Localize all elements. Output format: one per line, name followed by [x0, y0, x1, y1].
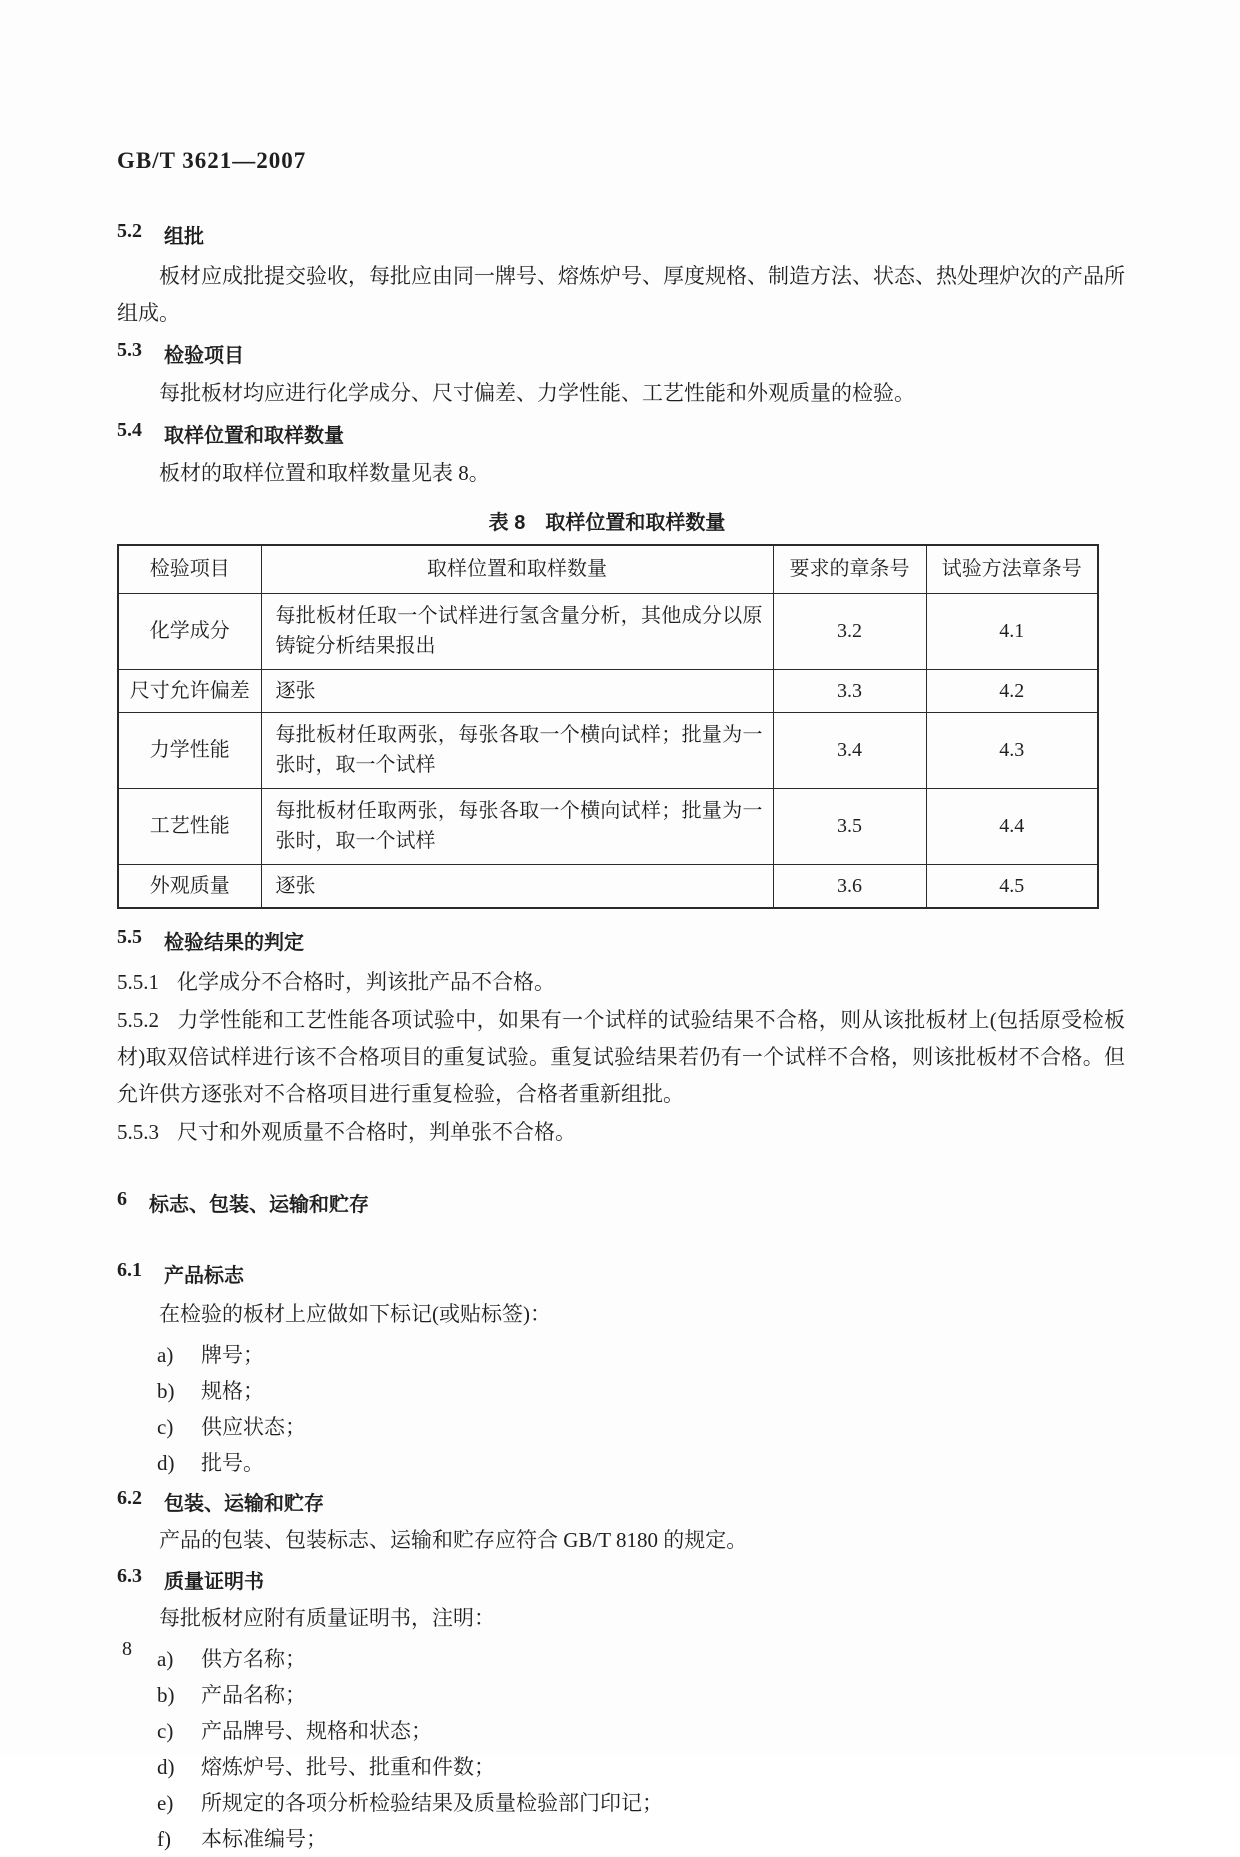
row-1-req-clause: 3.2: [773, 593, 926, 669]
list-item-text: 本标准编号；: [201, 1826, 327, 1851]
col-header-requirement-clause: 要求的章条号: [773, 545, 926, 593]
list-item-text: 供应状态；: [201, 1414, 306, 1439]
row-3-req-clause: 3.4: [773, 712, 926, 788]
heading-6-1-number: 6.1: [117, 1258, 142, 1281]
table-8-header-row: [118, 545, 1098, 593]
paragraph-5-5-1-number: 5.5.1: [117, 969, 159, 994]
heading-6-1: [117, 1259, 1125, 1288]
paragraph-5-3: 每批板材均应进行化学成分、尺寸偏差、力学性能、工艺性能和外观质量的检验。: [159, 381, 915, 405]
list-item-text: 所规定的各项分析检验结果及质量检验部门印记；: [201, 1790, 663, 1815]
heading-6-number: 6: [117, 1187, 127, 1210]
row-2-test-clause: 4.2: [926, 669, 1098, 712]
list-item-marker: b): [157, 1378, 175, 1403]
heading-6-2-title: 包装、运输和贮存: [164, 1492, 324, 1515]
list-item: [157, 1409, 1125, 1445]
row-4-sampling: 每批板材任取两张，每张各取一个横向试样；批量为一张时，取一个试样: [261, 788, 773, 864]
heading-5-4-title: 取样位置和取样数量: [164, 425, 344, 447]
row-5-test-clause: 4.5: [926, 864, 1098, 908]
col-header-test-method-clause: 试验方法章条号: [926, 545, 1098, 593]
row-2-sampling: 逐张: [261, 669, 773, 712]
list-item: [157, 1641, 1125, 1677]
list-item-marker: f): [157, 1826, 171, 1851]
heading-5-2: [117, 220, 1125, 249]
list-item-marker: a): [157, 1342, 174, 1367]
list-item: [157, 1749, 1125, 1785]
list-item-text: 供方名称；: [201, 1646, 306, 1671]
paragraph-5-5-2-number: 5.5.2: [117, 1007, 159, 1032]
list-item: [157, 1785, 1125, 1821]
heading-5-5-title: 检验结果的判定: [164, 931, 304, 954]
list-item: [157, 1373, 1125, 1409]
paragraph-5-5-1: [117, 964, 1125, 1001]
table-8-caption: 表 8 取样位置和取样数量: [488, 512, 726, 534]
list-item-text: 产品名称；: [201, 1682, 306, 1707]
paragraph-5-4: 板材的取样位置和取样数量见表 8。: [159, 461, 490, 485]
table-row: [118, 669, 1098, 712]
list-item-marker: a): [157, 1646, 174, 1671]
col-header-inspection-item: 检验项目: [118, 545, 261, 593]
heading-5-5: [117, 926, 1125, 955]
list-item-text: 批号。: [201, 1450, 264, 1475]
list-item-text: 产品牌号、规格和状态；: [201, 1718, 432, 1743]
row-3-sampling: 每批板材任取两张，每张各取一个横向试样；批量为一张时，取一个试样: [261, 712, 773, 788]
heading-5-2-title: 组批: [164, 226, 204, 248]
heading-6-3: [117, 1565, 1125, 1594]
row-4-item: 工艺性能: [118, 788, 261, 864]
paragraph-5-5-3-number: 5.5.3: [117, 1119, 159, 1144]
certificate-list: [117, 1641, 1125, 1857]
row-4-req-clause: 3.5: [773, 788, 926, 864]
row-2-item: 尺寸允许偏差: [118, 669, 261, 712]
heading-5-3-title: 检验项目: [164, 345, 244, 367]
paragraph-5-5-1-text: 化学成分不合格时，判该批产品不合格。: [177, 969, 555, 994]
heading-6-title: 标志、包装、运输和贮存: [149, 1193, 369, 1216]
table-row: [118, 864, 1098, 908]
list-item-marker: d): [157, 1450, 175, 1475]
paragraph-5-5-2: [117, 1002, 1125, 1113]
heading-5-4-number: 5.4: [117, 419, 142, 441]
paragraph-5-5-2-text: 力学性能和工艺性能各项试验中，如果有一个试样的试验结果不合格，则从该批板材上(包括原受检板材)取双倍试样进行该不合格项目的重复试验。重复试验结果若仍有一个试样不合格，则该批板材不合格。但允许供方逐张对不合格项目进行重复检验，合格者重新组批。: [117, 1007, 1125, 1106]
heading-5-3-number: 5.3: [117, 339, 142, 361]
heading-6-3-title: 质量证明书: [164, 1570, 264, 1593]
row-4-test-clause: 4.4: [926, 788, 1098, 864]
col-header-sampling: 取样位置和取样数量: [261, 545, 773, 593]
table-row: [118, 593, 1098, 669]
list-item-marker: d): [157, 1754, 175, 1779]
list-item-marker: c): [157, 1718, 174, 1743]
heading-5-2-number: 5.2: [117, 220, 142, 242]
row-2-req-clause: 3.3: [773, 669, 926, 712]
list-item: [157, 1337, 1125, 1373]
row-5-item: 外观质量: [118, 864, 261, 908]
table-row: [118, 712, 1098, 788]
list-item-marker: c): [157, 1414, 174, 1439]
paragraph-6-1: 在检验的板材上应做如下标记(或贴标签)：: [159, 1301, 551, 1326]
paragraph-5-5-3: [117, 1114, 1125, 1151]
table-row: [118, 788, 1098, 864]
row-1-item: 化学成分: [118, 593, 261, 669]
list-item-marker: b): [157, 1682, 175, 1707]
row-1-test-clause: 4.1: [926, 593, 1098, 669]
heading-6-3-number: 6.3: [117, 1564, 142, 1587]
list-item-text: 牌号；: [201, 1342, 264, 1367]
paragraph-5-2: 板材应成批提交验收，每批应由同一牌号、熔炼炉号、厚度规格、制造方法、状态、热处理炉次的产品所组成。: [117, 264, 1125, 325]
heading-5-5-number: 5.5: [117, 925, 142, 948]
heading-6: [117, 1188, 1125, 1217]
page-number: 8: [122, 1638, 132, 1660]
standard-number-header: GB/T 3621—2007: [117, 148, 307, 173]
heading-6-2: [117, 1487, 1125, 1516]
heading-6-2-number: 6.2: [117, 1486, 142, 1509]
row-1-sampling: 每批板材任取一个试样进行氢含量分析，其他成分以原铸锭分析结果报出: [261, 593, 773, 669]
row-5-req-clause: 3.6: [773, 864, 926, 908]
list-item-text: 规格；: [201, 1378, 264, 1403]
list-item-text: 熔炼炉号、批号、批重和件数；: [201, 1754, 495, 1779]
row-3-test-clause: 4.3: [926, 712, 1098, 788]
heading-5-4: [117, 419, 1125, 448]
marking-list: [117, 1337, 1125, 1481]
paragraph-6-3: 每批板材应附有质量证明书，注明：: [159, 1605, 495, 1630]
paragraph-5-5-3-text: 尺寸和外观质量不合格时，判单张不合格。: [177, 1119, 576, 1144]
list-item: [157, 1713, 1125, 1749]
heading-5-3: [117, 339, 1125, 368]
list-item: [157, 1677, 1125, 1713]
heading-6-1-title: 产品标志: [164, 1264, 244, 1287]
paragraph-6-2: 产品的包装、包装标志、运输和贮存应符合 GB/T 8180 的规定。: [159, 1527, 748, 1552]
list-item: [157, 1445, 1125, 1481]
table-8: [117, 544, 1099, 909]
row-3-item: 力学性能: [118, 712, 261, 788]
row-5-sampling: 逐张: [261, 864, 773, 908]
list-item: [157, 1821, 1125, 1857]
list-item-marker: e): [157, 1790, 174, 1815]
